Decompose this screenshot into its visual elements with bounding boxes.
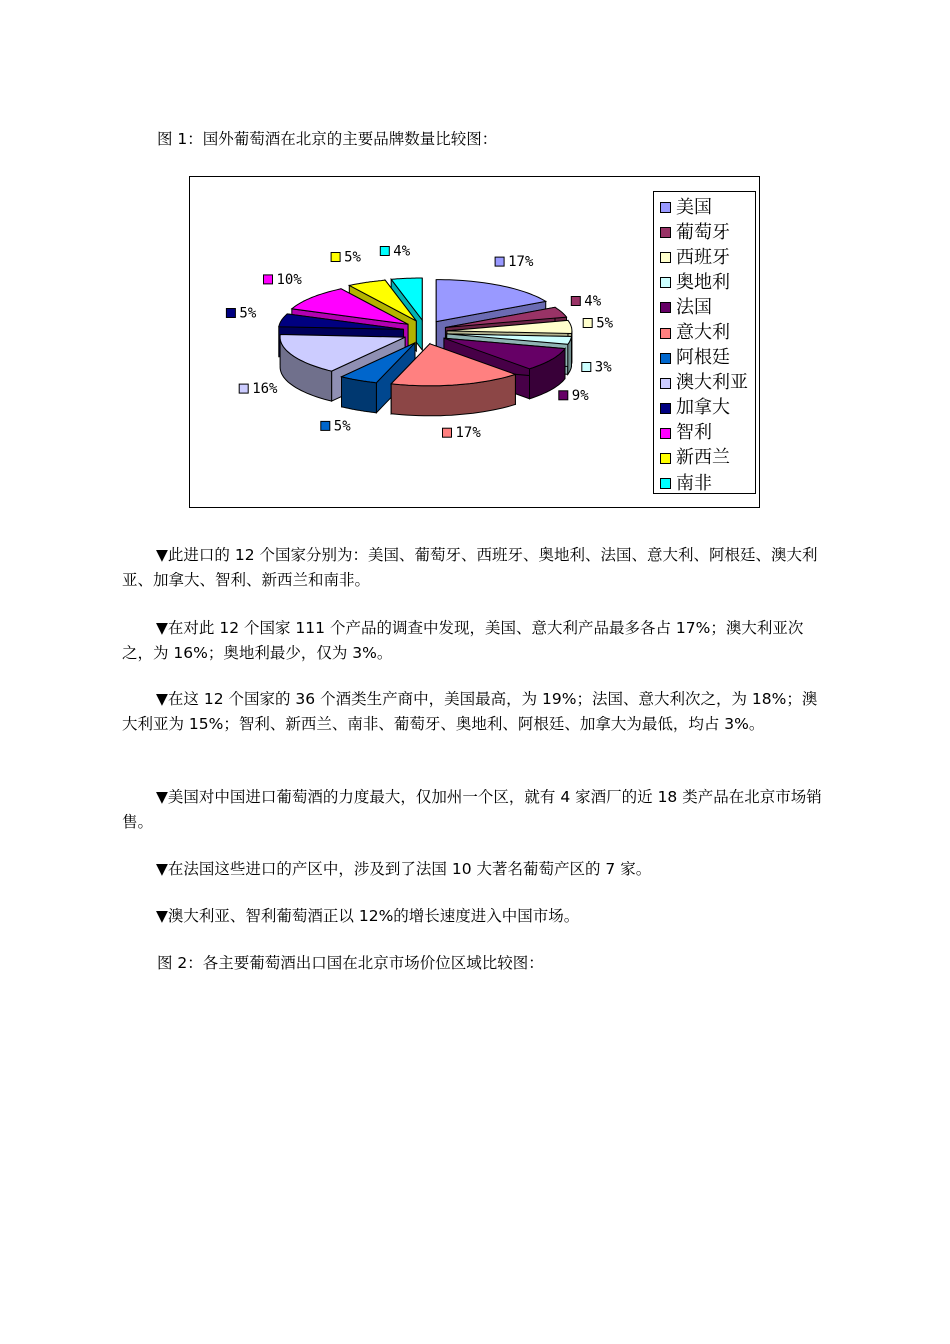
data-label-swatch [495,257,504,266]
legend-label: 阿根廷 [676,347,730,369]
bullet-mark: ▼ [156,788,168,806]
legend-item [657,471,755,496]
data-label [571,294,601,310]
legend-swatch [660,202,671,213]
paragraph-1 [122,543,827,592]
paragraph-text: 澳大利亚、智利葡萄酒正以 12%的增长速度进入中国市场。 [167,907,580,925]
legend-label: 澳大利亚 [676,372,748,394]
legend-swatch [660,403,671,414]
bullet-mark: ▼ [156,907,168,925]
data-label-swatch [380,247,389,256]
data-label-swatch [264,275,273,284]
figure-2-caption: 图 2：各主要葡萄酒出口国在北京市场价位区域比较图： [157,954,544,972]
legend-label: 新西兰 [676,447,730,469]
data-label-swatch [443,428,452,437]
legend-item [657,346,755,371]
legend-item [657,421,755,446]
data-label [559,388,589,404]
legend-label: 葡萄牙 [676,221,730,243]
data-label-swatch [226,309,235,318]
paragraph-2 [122,616,827,665]
legend-label: 意大利 [676,322,730,344]
paragraph-4 [122,785,838,834]
data-label-text: 4% [393,243,411,260]
legend-item [657,295,755,320]
bullet-mark: ▼ [156,690,168,708]
data-label-swatch [239,384,248,393]
legend-item [657,220,755,245]
data-label-text: 10% [276,271,302,288]
data-label-swatch [321,421,330,430]
data-label-swatch [571,297,580,306]
data-label-swatch [583,319,592,328]
data-label [495,254,534,270]
data-label-text: 5% [596,315,614,332]
paragraph-5 [122,857,827,882]
data-label-text: 17% [455,425,481,442]
data-label [443,425,482,441]
paragraph-text: 在对此 12 个国家 111 个产品的调查中发现，美国、意大利产品最多各占 17%；澳大利亚次之，为 16%；奥地利最少，仅为 3%。 [122,619,804,662]
data-label [380,244,410,260]
data-label [321,418,351,434]
data-label-text: 3% [594,359,612,376]
legend-label: 美国 [676,196,712,218]
legend-item [657,245,755,270]
data-label-text: 5% [239,305,257,322]
data-label [331,250,361,266]
paragraph-text: 此进口的 12 个国家分别为：美国、葡萄牙、西班牙、奥地利、法国、意大利、阿根廷、澳大利亚、加拿大、智利、新西兰和南非。 [122,546,818,589]
pie-chart-frame [189,176,760,508]
bullet-mark: ▼ [156,860,168,878]
data-label [264,272,303,288]
legend-swatch [660,428,671,439]
legend-label: 加拿大 [676,397,730,419]
legend-swatch [660,302,671,313]
legend-swatch [660,227,671,238]
data-label-swatch [582,363,591,372]
legend-item [657,195,755,220]
data-label-text: 16% [252,381,278,398]
legend-item [657,396,755,421]
legend-swatch [660,378,671,389]
legend-swatch [660,453,671,464]
legend-swatch [660,252,671,263]
bullet-mark: ▼ [156,619,168,637]
data-label-text: 5% [344,249,361,266]
legend-swatch [660,353,671,364]
legend-swatch [660,277,671,288]
paragraph-text: 美国对中国进口葡萄酒的力度最大，仅加州一个区，就有 4 家酒厂的近 18 类产品在北京市场销 售。 [122,788,838,831]
data-label-swatch [559,391,568,400]
legend-swatch [660,478,671,489]
data-label-text: 5% [333,418,351,435]
figure-1-caption: 图 1：国外葡萄酒在北京的主要品牌数量比较图： [157,130,498,148]
data-label-swatch [331,253,340,262]
legend-label: 奥地利 [676,271,730,293]
pie-chart [190,177,650,507]
paragraph-text: 在这 12 个国家的 36 个酒类生产商中，美国最高，为 19%；法国、意大利次之，为 18%；澳大利亚为 15%；智利、新西兰、南非、葡萄牙、奥地利、阿根廷、加拿大为最低，均占 3%。 [122,690,818,733]
legend-item [657,320,755,345]
data-label [226,306,256,322]
data-label-text: 9% [571,387,589,404]
paragraph-6 [122,904,827,929]
bullet-mark: ▼ [156,546,168,564]
legend-label: 法国 [676,296,712,318]
data-label [583,316,613,332]
paragraph-3 [122,687,827,736]
legend-label: 智利 [676,422,712,444]
data-label-text: 17% [508,254,534,271]
legend-label: 南非 [676,472,712,494]
data-label [582,360,612,376]
data-label-text: 4% [584,293,602,310]
paragraph-text: 在法国这些进口的产区中，涉及到了法国 10 大著名葡萄产区的 7 家。 [167,860,652,878]
legend-item [657,371,755,396]
legend-item [657,270,755,295]
legend-swatch [660,328,671,339]
chart-legend [653,191,756,494]
data-label [239,381,278,397]
legend-label: 西班牙 [676,246,730,268]
legend-item [657,446,755,471]
